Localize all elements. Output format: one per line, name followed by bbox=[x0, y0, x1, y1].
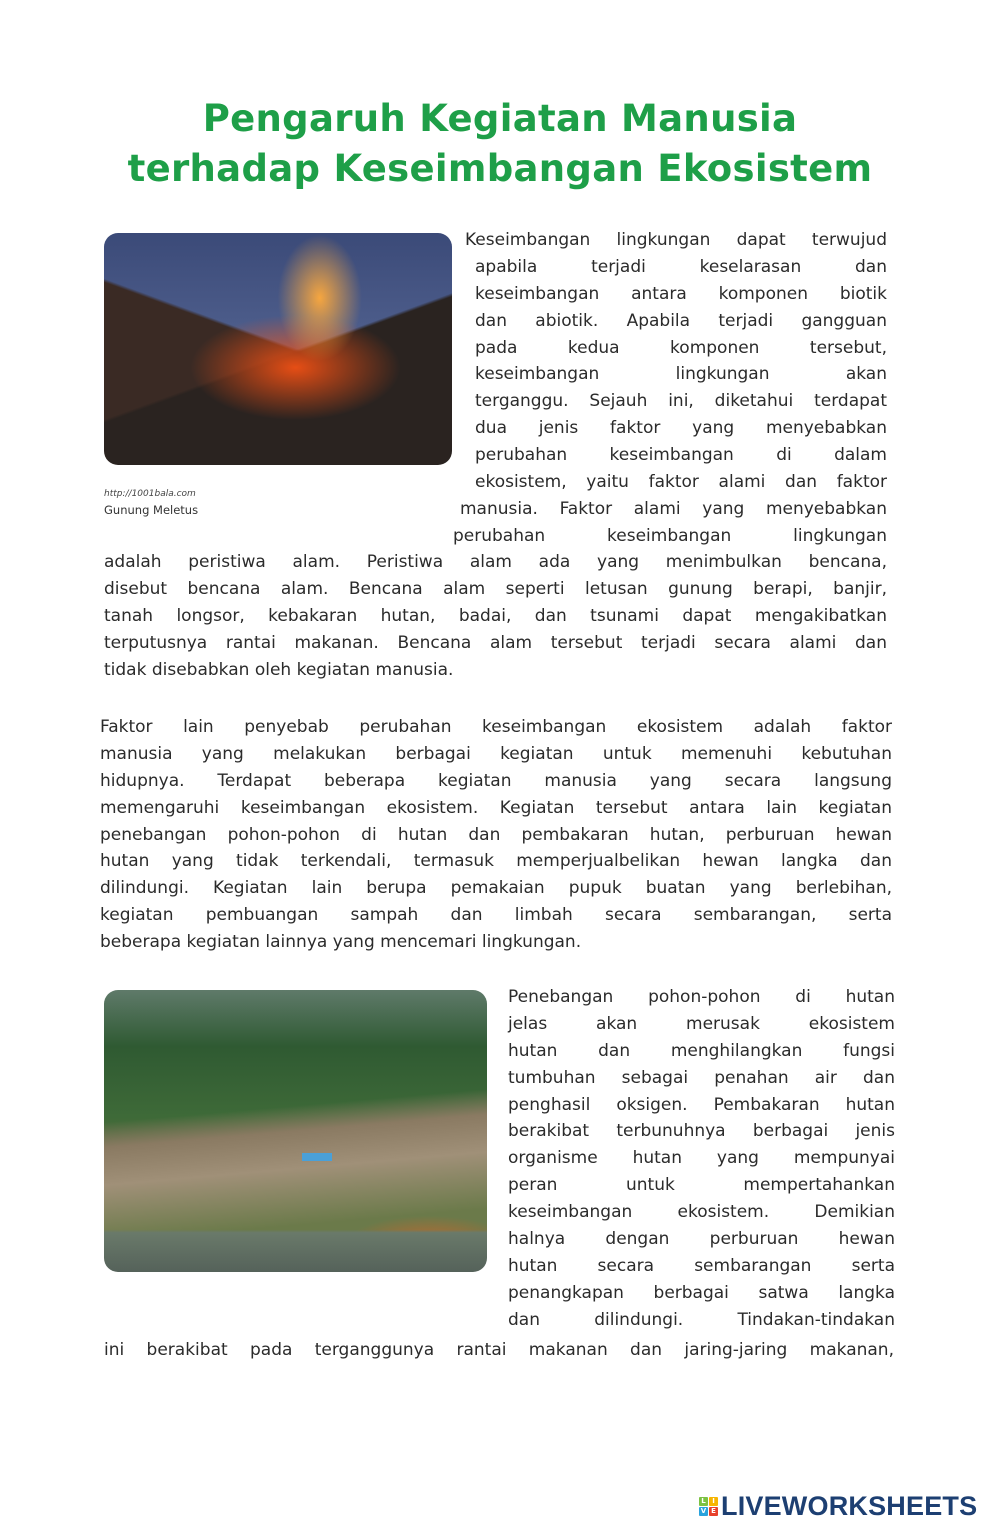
text-line: halnya dengan perburuan hewan bbox=[508, 1229, 895, 1250]
text-line: disebut bencana alam. Bencana alam seperti letusan gunung berapi, banjir, bbox=[104, 578, 887, 599]
text-line: berakibat terbunuhnya berbagai jenis bbox=[508, 1121, 895, 1142]
text-line: perubahan keseimbangan di dalam bbox=[475, 445, 887, 466]
live-logo-icon bbox=[699, 1497, 718, 1516]
text-line: hutan yang tidak terkendali, termasuk memperjualbelikan hewan langka dan bbox=[100, 851, 892, 872]
logo-letter-tile: L bbox=[699, 1497, 708, 1506]
deforestation-image bbox=[104, 990, 487, 1272]
liveworksheets-logo bbox=[699, 1491, 977, 1522]
text-line: hidupnya. Terdapat beberapa kegiatan manusia yang secara langsung bbox=[100, 770, 892, 791]
title-line-1: Pengaruh Kegiatan Manusia bbox=[202, 97, 798, 140]
logo-letter-tile: I bbox=[709, 1497, 718, 1506]
text-line: dua jenis faktor yang menyebabkan bbox=[475, 418, 887, 439]
text-line: terganggu. Sejauh ini, diketahui terdapat bbox=[475, 391, 887, 412]
text-line: kegiatan pembuangan sampah dan limbah secara sembarangan, serta bbox=[100, 905, 892, 926]
text-line: hutan secara sembarangan serta bbox=[508, 1255, 895, 1276]
paragraph-1-full-width bbox=[104, 549, 887, 683]
text-line: beberapa kegiatan lainnya yang mencemari lingkungan. bbox=[100, 932, 582, 953]
text-line: Faktor lain penyebab perubahan keseimbangan ekosistem adalah faktor bbox=[100, 717, 892, 737]
text-line: penebangan pohon-pohon di hutan dan pembakaran hutan, perburuan hewan bbox=[100, 824, 892, 845]
text-line: organisme hutan yang mempunyai bbox=[508, 1148, 895, 1169]
text-line: keseimbangan lingkungan akan bbox=[475, 364, 887, 385]
text-line: keseimbangan antara komponen biotik bbox=[475, 283, 887, 304]
text-line: tanah longsor, kebakaran hutan, badai, dan tsunami dapat mengakibatkan bbox=[104, 605, 887, 626]
paragraph-1-beside-image bbox=[453, 227, 887, 550]
title-line-2: terhadap Keseimbangan Ekosistem bbox=[127, 147, 873, 190]
text-line: penangkapan berbagai satwa langka bbox=[508, 1282, 895, 1303]
text-line: peran untuk mempertahankan bbox=[508, 1175, 895, 1196]
text-line: dilindungi. Kegiatan lain berupa pemakaian pupuk buatan yang berlebihan, bbox=[100, 878, 892, 899]
text-line: ekosistem, yaitu faktor alami dan faktor bbox=[475, 472, 887, 493]
logo-text: LIVEWORKSHEETS bbox=[721, 1491, 978, 1521]
text-line: adalah peristiwa alam. Peristiwa alam ada yang menimbulkan bencana, bbox=[104, 552, 887, 572]
image-caption: Gunung Meletus bbox=[104, 503, 199, 517]
paragraph-3-beside-image bbox=[508, 984, 895, 1334]
text-line: jelas akan merusak ekosistem bbox=[508, 1013, 895, 1034]
text-line: terputusnya rantai makanan. Bencana alam tersebut terjadi secara alami dan bbox=[104, 632, 887, 653]
text-line: pada kedua komponen tersebut, bbox=[475, 337, 887, 358]
text-line: perubahan keseimbangan lingkungan bbox=[453, 525, 887, 546]
text-line: hutan dan menghilangkan fungsi bbox=[508, 1040, 895, 1061]
text-line: manusia yang melakukan berbagai kegiatan untuk memenuhi kebutuhan bbox=[100, 743, 892, 764]
text-line: keseimbangan ekosistem. Demikian bbox=[508, 1202, 895, 1223]
image-source: http://1001bala.com bbox=[104, 489, 196, 499]
volcano-eruption-image bbox=[104, 233, 452, 465]
logo-letter-tile: V bbox=[700, 1507, 707, 1515]
text-line: tumbuhan sebagai penahan air dan bbox=[508, 1067, 895, 1088]
text-line: dan abiotik. Apabila terjadi gangguan bbox=[475, 310, 887, 331]
paragraph-2 bbox=[100, 714, 892, 956]
text-line: penghasil oksigen. Pembakaran hutan bbox=[508, 1094, 895, 1115]
text-line: tidak disebabkan oleh kegiatan manusia. bbox=[104, 659, 454, 680]
paragraph-3-full-width bbox=[104, 1337, 894, 1364]
text-line: Penebangan pohon-pohon di hutan bbox=[508, 987, 895, 1007]
text-line: manusia. Faktor alami yang menyebabkan bbox=[460, 498, 887, 519]
text-line: memengaruhi keseimbangan ekosistem. Kegiatan tersebut antara lain kegiatan bbox=[100, 797, 892, 818]
text-line: dan dilindungi. Tindakan-tindakan bbox=[508, 1309, 895, 1330]
text-line: Keseimbangan lingkungan dapat terwujud bbox=[465, 230, 887, 250]
logo-letter-tile: E bbox=[709, 1507, 718, 1516]
text-line: apabila terjadi keselarasan dan bbox=[475, 256, 887, 277]
blue-tarp bbox=[302, 1153, 332, 1161]
text-line: ini berakibat pada terganggunya rantai makanan dan jaring-jaring makanan, bbox=[104, 1340, 894, 1360]
